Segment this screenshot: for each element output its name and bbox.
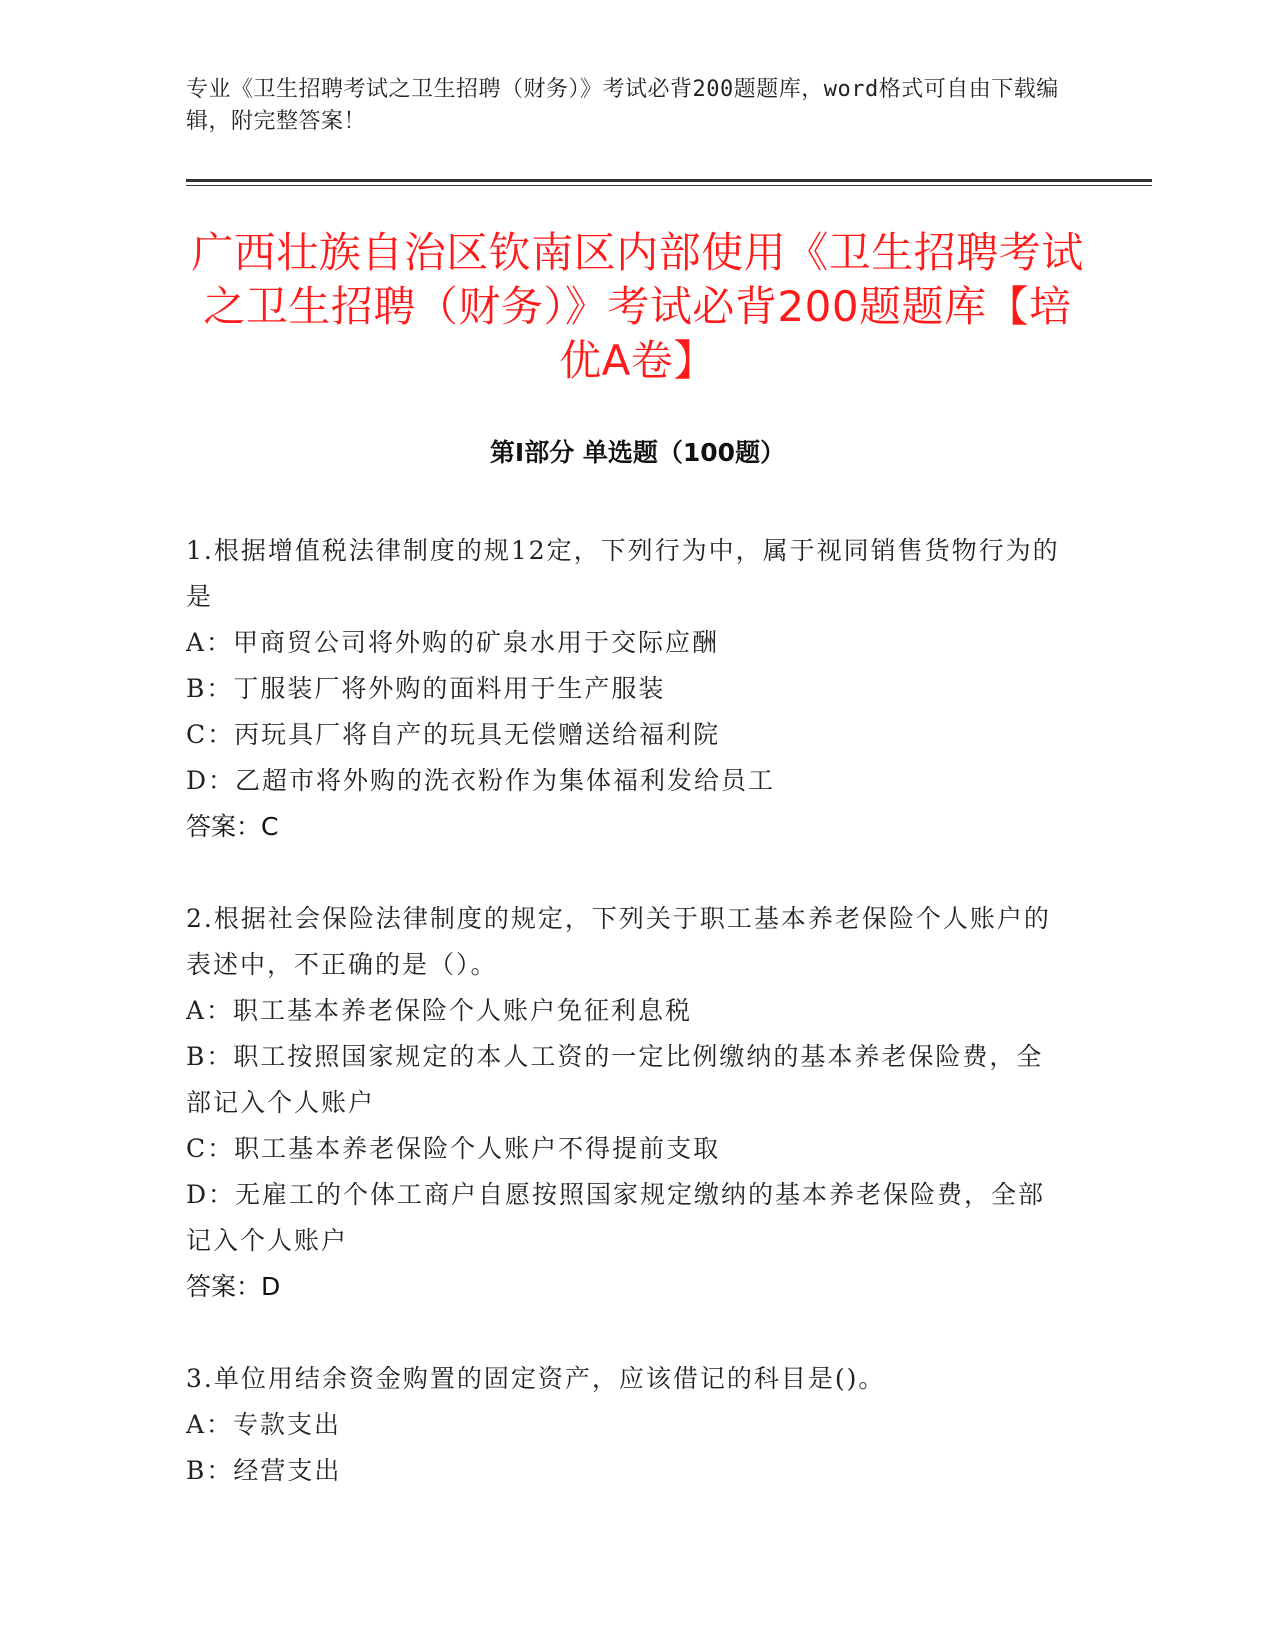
option-a: A：职工基本养老保险个人账户免征利息税 bbox=[186, 996, 693, 1025]
question-stem: 1.根据增值税法律制度的规12定，下列行为中，属于视同销售货物行为的是 bbox=[186, 536, 1060, 611]
header-rule-thick bbox=[186, 179, 1152, 182]
answer-line: 答案：C bbox=[186, 812, 279, 841]
option-a: A：专款支出 bbox=[186, 1410, 342, 1439]
question-1 bbox=[186, 528, 1066, 850]
question-2 bbox=[186, 896, 1066, 1310]
section-heading: 第Ⅰ部分 单选题（100题） bbox=[489, 438, 786, 467]
header-note: 专业《卫生招聘考试之卫生招聘（财务）》考试必背200题题库，word格式可自由下载编辑，附完整答案！ bbox=[186, 77, 1059, 134]
question-list bbox=[186, 528, 1066, 1540]
header-rule-thin bbox=[186, 185, 1152, 186]
question-3 bbox=[186, 1356, 1066, 1494]
answer-line: 答案：D bbox=[186, 1272, 281, 1301]
option-d: D：乙超市将外购的洗衣粉作为集体福利发给员工 bbox=[186, 766, 776, 795]
option-b: B：经营支出 bbox=[186, 1456, 342, 1485]
option-d: D：无雇工的个体工商户自愿按照国家规定缴纳的基本养老保险费，全部记入个人账户 bbox=[186, 1180, 1046, 1255]
option-b: B：职工按照国家规定的本人工资的一定比例缴纳的基本养老保险费，全部记入个人账户 bbox=[186, 1042, 1044, 1117]
option-c: C：丙玩具厂将自产的玩具无偿赠送给福利院 bbox=[186, 720, 721, 749]
question-stem: 2.根据社会保险法律制度的规定，下列关于职工基本养老保险个人账户的表述中，不正确的是（）。 bbox=[186, 904, 1051, 979]
option-b: B：丁服装厂将外购的面料用于生产服装 bbox=[186, 674, 666, 703]
option-a: A：甲商贸公司将外购的矿泉水用于交际应酬 bbox=[186, 628, 720, 657]
option-c: C：职工基本养老保险个人账户不得提前支取 bbox=[186, 1134, 721, 1163]
question-stem: 3.单位用结余资金购置的固定资产，应该借记的科目是()。 bbox=[186, 1364, 886, 1393]
document-title: 广西壮族自治区钦南区内部使用《卫生招聘考试之卫生招聘（财务）》考试必背200题题库【培优A卷】 bbox=[191, 228, 1084, 385]
